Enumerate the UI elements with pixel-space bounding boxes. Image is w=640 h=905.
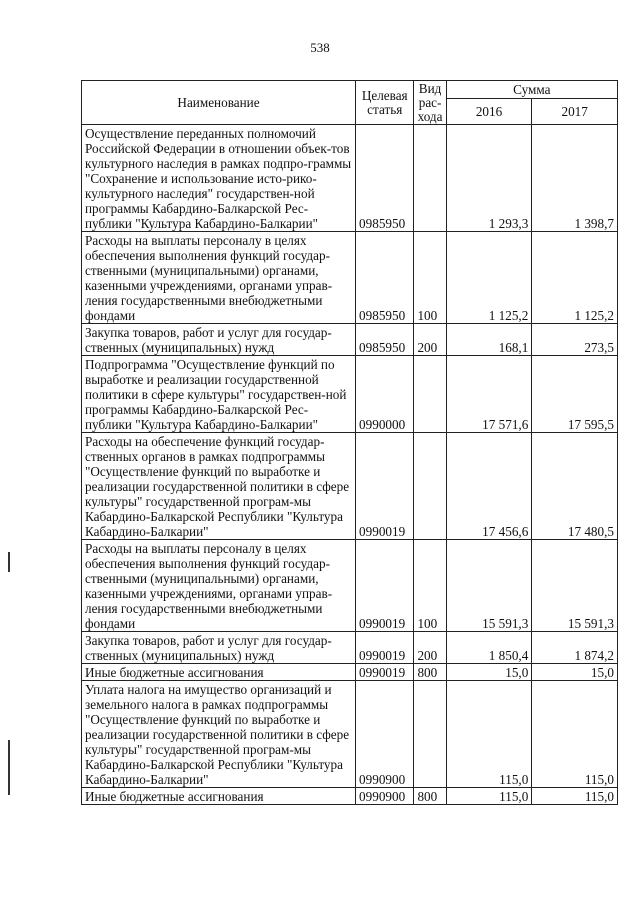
row-code: 0990019 <box>356 632 414 664</box>
row-code: 0990019 <box>356 664 414 681</box>
table-row <box>82 788 618 805</box>
scan-margin-mark <box>8 740 10 795</box>
row-sum-2016: 115,0 <box>446 681 532 788</box>
row-sum-2017: 1 874,2 <box>532 632 618 664</box>
row-name: Расходы на обеспечение функций государ-ственных органов в рамках подпрограммы "Осуществление функций по выработке и реализации государственной политики в сфере культуры" государственной програм-мы Кабардино-Балкарской Республики "Культура Кабардино-Балкарии" <box>82 433 356 540</box>
row-sum-2016: 168,1 <box>446 324 532 356</box>
row-kind: 200 <box>414 632 446 664</box>
row-kind <box>414 125 446 232</box>
row-sum-2017: 115,0 <box>532 681 618 788</box>
row-sum-2016: 15 591,3 <box>446 540 532 632</box>
row-kind: 800 <box>414 788 446 805</box>
row-code: 0990000 <box>356 356 414 433</box>
row-kind: 100 <box>414 232 446 324</box>
row-code: 0990019 <box>356 540 414 632</box>
row-kind: 800 <box>414 664 446 681</box>
table-row <box>82 433 618 540</box>
table-row <box>82 232 618 324</box>
row-sum-2017: 1 125,2 <box>532 232 618 324</box>
row-name: Расходы на выплаты персоналу в целях обеспечения выполнения функций государ-ственными (муниципальными) органами, казенными учреждениями, органами управ-ления государственными внебюджетными фондами <box>82 232 356 324</box>
row-sum-2016: 1 125,2 <box>446 232 532 324</box>
row-sum-2016: 17 571,6 <box>446 356 532 433</box>
row-code: 0985950 <box>356 232 414 324</box>
row-kind: 200 <box>414 324 446 356</box>
row-sum-2017: 15 591,3 <box>532 540 618 632</box>
table-row <box>82 540 618 632</box>
row-sum-2017: 17 595,5 <box>532 356 618 433</box>
table-row <box>82 356 618 433</box>
row-code: 0985950 <box>356 125 414 232</box>
row-sum-2017: 1 398,7 <box>532 125 618 232</box>
row-name: Подпрограмма "Осуществление функций по выработке и реализации государственной политики в сфере культуры" государствен-ной программы Кабардино-Балкарской Рес-публики "Культура Кабардино-Балкарии" <box>82 356 356 433</box>
header-target-article: Целевая статья <box>356 81 414 125</box>
header-sum: Сумма <box>446 81 617 99</box>
row-name: Осуществление переданных полномочий Российской Федерации в отношении объек-тов культурного наследия в рамках подпро-граммы "Сохранение и использование исто-рико-культурного наследия" государствен-ной программы Кабардино-Балкарской Рес-публики "Культура Кабардино-Балкарии" <box>82 125 356 232</box>
row-kind: 100 <box>414 540 446 632</box>
row-code: 0990019 <box>356 433 414 540</box>
header-year-2016: 2016 <box>446 99 532 125</box>
row-sum-2017: 273,5 <box>532 324 618 356</box>
row-sum-2016: 15,0 <box>446 664 532 681</box>
row-name: Расходы на выплаты персоналу в целях обеспечения выполнения функций государ-ственными (муниципальными) органами, казенными учреждениями, органами управ-ления государственными внебюджетными фондами <box>82 540 356 632</box>
scan-margin-mark <box>8 552 10 572</box>
row-name: Иные бюджетные ассигнования <box>82 664 356 681</box>
table-row <box>82 632 618 664</box>
row-kind <box>414 433 446 540</box>
budget-table <box>81 80 618 805</box>
row-sum-2016: 17 456,6 <box>446 433 532 540</box>
row-code: 0990900 <box>356 788 414 805</box>
row-sum-2016: 1 850,4 <box>446 632 532 664</box>
row-code: 0985950 <box>356 324 414 356</box>
row-sum-2017: 17 480,5 <box>532 433 618 540</box>
page-number: 538 <box>310 40 330 55</box>
table-row <box>82 125 618 232</box>
table-row <box>82 681 618 788</box>
header-expense-kind: Вид рас-хода <box>414 81 446 125</box>
row-name: Уплата налога на имущество организаций и земельного налога в рамках подпрограммы "Осуществление функций по выработке и реализации государственной политики в сфере культуры" государственной програм-мы Кабардино-Балкарской Республики "Культура Кабардино-Балкарии" <box>82 681 356 788</box>
row-kind <box>414 681 446 788</box>
table-row <box>82 324 618 356</box>
row-name: Закупка товаров, работ и услуг для государ-ственных (муниципальных) нужд <box>82 632 356 664</box>
row-sum-2017: 15,0 <box>532 664 618 681</box>
row-name: Закупка товаров, работ и услуг для государ-ственных (муниципальных) нужд <box>82 324 356 356</box>
row-sum-2017: 115,0 <box>532 788 618 805</box>
header-year-2017: 2017 <box>532 99 618 125</box>
header-name: Наименование <box>82 81 356 125</box>
row-sum-2016: 1 293,3 <box>446 125 532 232</box>
row-code: 0990900 <box>356 681 414 788</box>
table-row <box>82 664 618 681</box>
row-name: Иные бюджетные ассигнования <box>82 788 356 805</box>
row-sum-2016: 115,0 <box>446 788 532 805</box>
row-kind <box>414 356 446 433</box>
